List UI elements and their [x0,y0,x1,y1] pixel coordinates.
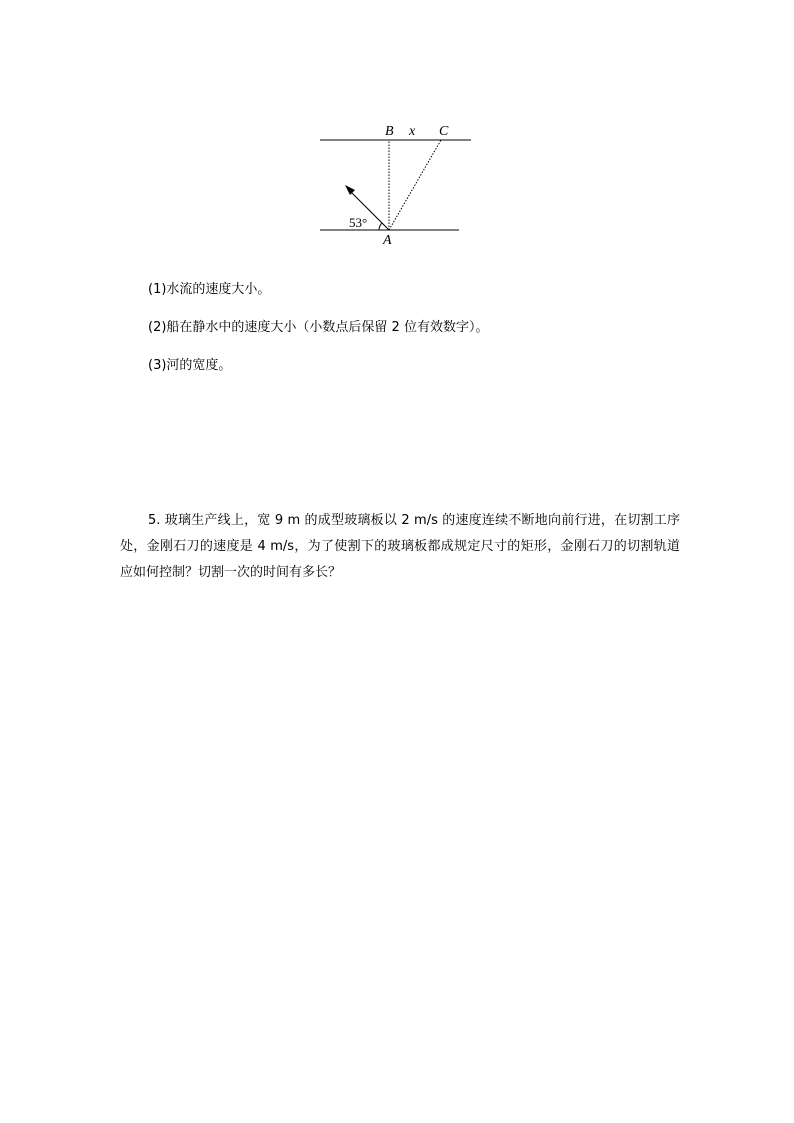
problem-5-text: 5. 玻璃生产线上，宽 9 m 的成型玻璃板以 2 m/s 的速度连续不断地向前行进，在切割工序处，金刚石刀的速度是 4 m/s，为了使割下的玻璃板都成规定尺寸的矩形，金刚石刀的切割轨道应如何控制？切割一次的时间有多长？ [120,513,680,580]
label-b: B [385,124,394,139]
question-3: (3)河的宽度。 [148,358,232,373]
angle-label: 53° [349,215,368,230]
question-2: (2)船在静水中的速度大小（小数点后保留 2 位有效数字）。 [148,320,489,335]
label-c: C [439,124,449,139]
angle-arc [379,223,382,230]
question-1: (1)水流的速度大小。 [148,282,271,297]
label-a: A [383,233,392,248]
label-x: x [409,124,416,139]
river-diagram [315,118,475,250]
dotted-line-ac [389,140,441,230]
velocity-arrowhead [345,185,355,195]
river-crossing-figure [315,118,475,250]
